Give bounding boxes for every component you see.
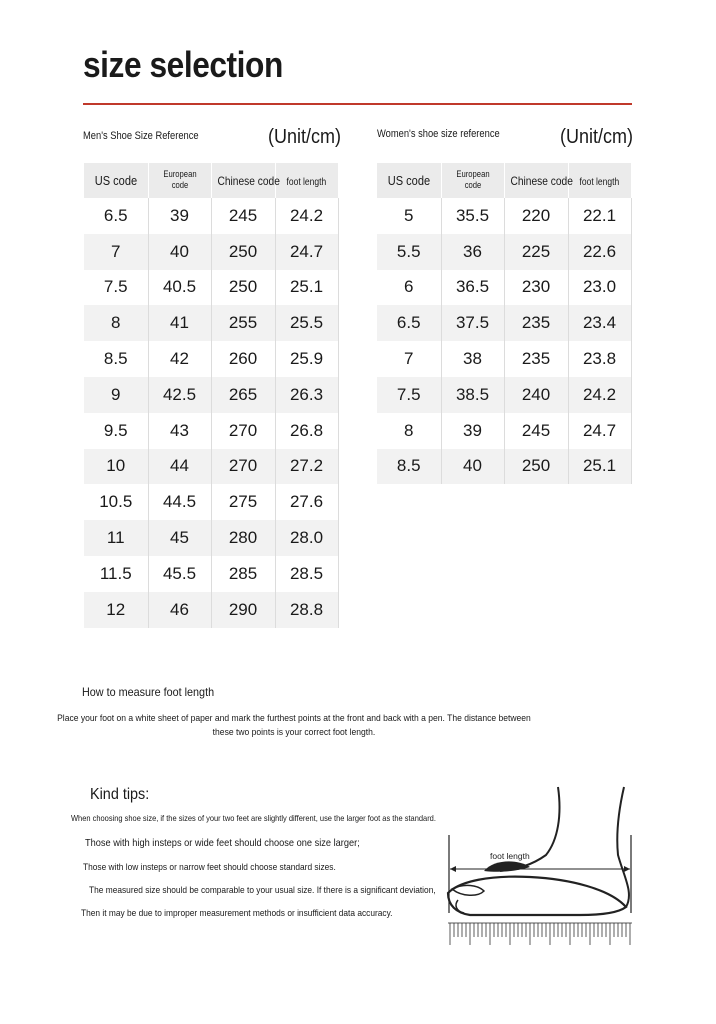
table-cell: 41	[148, 305, 211, 341]
table-cell: 38	[441, 341, 504, 377]
table-cell: 37.5	[441, 305, 504, 341]
table-cell: 24.2	[275, 198, 338, 234]
table-cell: 235	[504, 341, 568, 377]
table-row	[84, 592, 338, 628]
table-cell: 25.9	[275, 341, 338, 377]
table-cell: 8.5	[377, 449, 441, 485]
table-cell: 39	[148, 198, 211, 234]
table-cell: 28.0	[275, 520, 338, 556]
header-chinese-code: Chinese code	[211, 163, 275, 198]
table-cell: 280	[211, 520, 275, 556]
header-foot-length: foot length	[275, 163, 338, 198]
table-row	[84, 234, 338, 270]
women-size-table	[377, 163, 632, 484]
table-cell: 290	[211, 592, 275, 628]
ruler	[448, 923, 632, 945]
table-cell: 245	[211, 198, 275, 234]
table-cell: 36	[441, 234, 504, 270]
table-cell: 42	[148, 341, 211, 377]
table-row	[377, 341, 631, 377]
table-cell: 11.5	[84, 556, 148, 592]
table-cell: 22.1	[568, 198, 631, 234]
table-cell: 24.7	[568, 413, 631, 449]
table-cell: 230	[504, 270, 568, 306]
table-cell: 11	[84, 520, 148, 556]
table-cell: 285	[211, 556, 275, 592]
table-cell: 250	[211, 234, 275, 270]
table-cell: 39	[441, 413, 504, 449]
table-row	[84, 413, 338, 449]
table-cell: 42.5	[148, 377, 211, 413]
table-cell: 38.5	[441, 377, 504, 413]
table-cell: 40	[148, 234, 211, 270]
arrow-left-head	[450, 866, 456, 872]
tip-line: Those with low insteps or narrow feet should choose standard sizes.	[83, 862, 336, 873]
table-cell: 43	[148, 413, 211, 449]
table-cell: 46	[148, 592, 211, 628]
page-title: size selection	[83, 44, 283, 85]
table-cell: 27.2	[275, 449, 338, 485]
table-cell: 225	[504, 234, 568, 270]
table-row	[84, 520, 338, 556]
table-row	[84, 484, 338, 520]
table-cell: 35.5	[441, 198, 504, 234]
table-cell: 23.8	[568, 341, 631, 377]
table-cell: 27.6	[275, 484, 338, 520]
table-cell: 10	[84, 449, 148, 485]
table-cell: 44	[148, 449, 211, 485]
table-row	[84, 198, 338, 234]
table-row	[84, 341, 338, 377]
table-cell: 270	[211, 449, 275, 485]
table-cell: 255	[211, 305, 275, 341]
header-us-code: US code	[84, 163, 148, 198]
table-row	[377, 305, 631, 341]
tip-line: Those with high insteps or wide feet should choose one size larger;	[85, 837, 360, 849]
header-european-code: European code	[441, 163, 504, 198]
table-cell: 9.5	[84, 413, 148, 449]
table-cell: 7	[377, 341, 441, 377]
table-cell: 26.8	[275, 413, 338, 449]
table-cell: 26.3	[275, 377, 338, 413]
table-cell: 10.5	[84, 484, 148, 520]
tip-line: When choosing shoe size, if the sizes of your two feet are slightly different, use the larger foot as the standard.	[71, 813, 436, 823]
instep-shadow	[484, 861, 530, 871]
header-foot-length: foot length	[568, 163, 631, 198]
table-cell: 25.1	[568, 449, 631, 485]
table-row	[84, 305, 338, 341]
arrow-right-head	[624, 866, 630, 872]
table-cell: 8	[377, 413, 441, 449]
table-cell: 220	[504, 198, 568, 234]
table-row	[377, 449, 631, 485]
title-divider	[83, 103, 632, 105]
table-cell: 270	[211, 413, 275, 449]
table-row	[84, 556, 338, 592]
header-european-code: European code	[148, 163, 211, 198]
women-unit: (Unit/cm)	[560, 126, 633, 148]
table-cell: 245	[504, 413, 568, 449]
table-cell: 235	[504, 305, 568, 341]
table-cell: 6	[377, 270, 441, 306]
table-cell: 28.5	[275, 556, 338, 592]
table-cell: 275	[211, 484, 275, 520]
men-size-table	[84, 163, 339, 628]
table-cell: 6.5	[84, 198, 148, 234]
table-cell: 12	[84, 592, 148, 628]
table-cell: 7	[84, 234, 148, 270]
leg-front-outline	[617, 787, 629, 907]
measure-instructions: Place your foot on a white sheet of paper and mark the furthest points at the front and back with a pen. The distance between these two points is your correct foot length.	[57, 713, 531, 737]
table-cell: 8.5	[84, 341, 148, 377]
table-cell: 6.5	[377, 305, 441, 341]
table-cell: 45.5	[148, 556, 211, 592]
header-chinese-code: Chinese code	[504, 163, 568, 198]
table-cell: 240	[504, 377, 568, 413]
toe-outline	[452, 885, 484, 895]
table-row	[377, 377, 631, 413]
table-cell: 265	[211, 377, 275, 413]
table-cell: 7.5	[84, 270, 148, 306]
table-cell: 25.5	[275, 305, 338, 341]
tip-line: Then it may be due to improper measurement methods or insufficient data accuracy.	[81, 908, 393, 919]
table-cell: 7.5	[377, 377, 441, 413]
table-cell: 25.1	[275, 270, 338, 306]
table-cell: 40.5	[148, 270, 211, 306]
table-row	[377, 413, 631, 449]
table-cell: 5	[377, 198, 441, 234]
tips-title: Kind tips:	[90, 786, 150, 803]
table-cell: 45	[148, 520, 211, 556]
table-row	[377, 270, 631, 306]
table-cell: 24.7	[275, 234, 338, 270]
table-cell: 5.5	[377, 234, 441, 270]
table-cell: 40	[441, 449, 504, 485]
measure-title: How to measure foot length	[82, 685, 215, 699]
foot-length-label: foot length	[490, 851, 530, 861]
table-cell: 24.2	[568, 377, 631, 413]
table-row	[84, 377, 338, 413]
tip-line: The measured size should be comparable to your usual size. If there is a significant deviation,	[89, 885, 436, 896]
foot-measurement-diagram	[440, 785, 640, 950]
table-cell: 8	[84, 305, 148, 341]
table-row	[84, 270, 338, 306]
table-cell: 9	[84, 377, 148, 413]
table-cell: 28.8	[275, 592, 338, 628]
table-cell: 44.5	[148, 484, 211, 520]
header-us-code: US code	[377, 163, 441, 198]
table-row	[377, 234, 631, 270]
table-cell: 250	[211, 270, 275, 306]
table-cell: 22.6	[568, 234, 631, 270]
table-row	[377, 198, 631, 234]
table-cell: 23.0	[568, 270, 631, 306]
men-unit: (Unit/cm)	[268, 126, 341, 148]
table-row	[84, 449, 338, 485]
women-caption: Women's shoe size reference	[377, 128, 500, 140]
table-cell: 23.4	[568, 305, 631, 341]
table-cell: 260	[211, 341, 275, 377]
table-cell: 250	[504, 449, 568, 485]
men-caption: Men's Shoe Size Reference	[83, 130, 199, 142]
table-cell: 36.5	[441, 270, 504, 306]
